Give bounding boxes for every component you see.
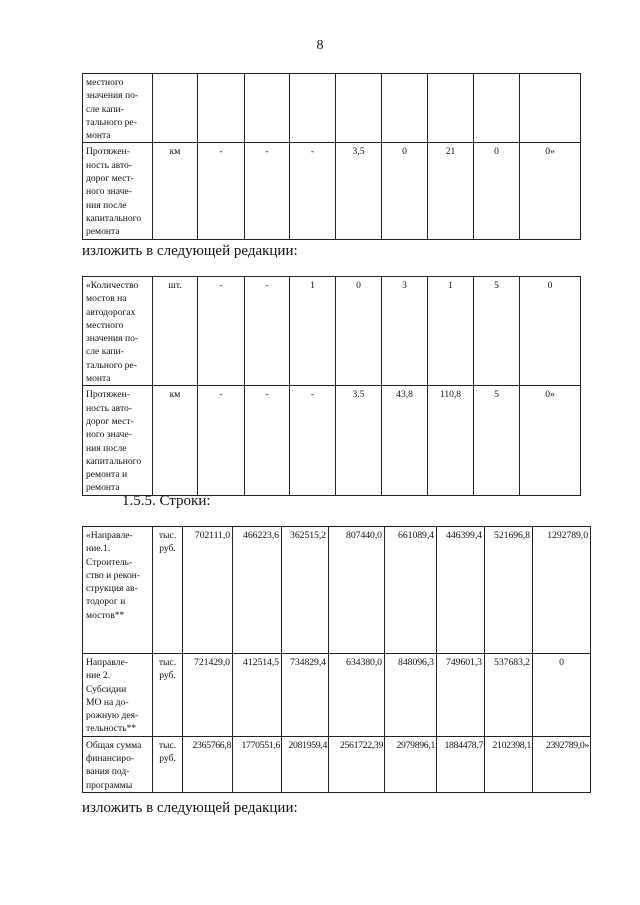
value-cell: 5 (474, 386, 520, 495)
row-label: Общая сумма финансиро- вания под- программы (83, 736, 153, 792)
row-label: Направле- ние 2. Субсидии МО на до- рожную дея- тельность** (83, 654, 153, 737)
value-cell: 43,8 (382, 386, 428, 495)
value-cell: 21 (428, 143, 474, 239)
value-cell: 749601,3 (437, 654, 485, 737)
value-cell (474, 74, 520, 143)
value-cell: - (198, 277, 245, 386)
row-label: «Направле- ние.1. Строитель- ство и рекон- струкция ав- тодорог и мостов** (83, 527, 153, 654)
value-cell: 1884478.7 (437, 736, 485, 792)
unit-cell: км (153, 386, 198, 495)
table-row (83, 736, 591, 792)
value-cell: - (290, 386, 336, 495)
value-cell: 721429,0 (183, 654, 233, 737)
value-cell: 734829,4 (282, 654, 329, 737)
value-cell: 2365766,8 (183, 736, 233, 792)
value-cell: 412514,5 (233, 654, 282, 737)
table-row (83, 386, 581, 495)
section-heading: 1.5.5. Строки: (122, 493, 211, 509)
value-cell: 0 (533, 654, 591, 737)
row-label: Протяжен- ность авто- дорог мест- ного значе- ния после капитального ремонта и ремонта (83, 386, 153, 495)
unit-cell: тыс. руб. (153, 654, 183, 737)
table-2 (82, 276, 581, 496)
value-cell: 2081959,4 (282, 736, 329, 792)
value-cell: 0 (520, 277, 581, 386)
value-cell: 2561722,39 (329, 736, 385, 792)
section-heading: изложить в следующей редакции: (82, 243, 298, 259)
value-cell: 1292789,0 (533, 527, 591, 654)
table-3 (82, 526, 591, 793)
value-cell: 362515,2 (282, 527, 329, 654)
value-cell: 537683,2 (485, 654, 533, 737)
value-cell: 848096,3 (385, 654, 437, 737)
value-cell: 0» (520, 143, 581, 239)
value-cell: 702111,0 (183, 527, 233, 654)
unit-cell: км (153, 143, 198, 239)
table-row (83, 654, 591, 737)
value-cell (428, 74, 474, 143)
value-cell (520, 74, 581, 143)
value-cell: 1 (428, 277, 474, 386)
value-cell: 521696,8 (485, 527, 533, 654)
row-label: местного значения по- сле капи- тального ре- монта (83, 74, 153, 143)
value-cell: 661089,4 (385, 527, 437, 654)
unit-cell: тыс. руб. (153, 736, 183, 792)
value-cell: 3.5 (336, 386, 382, 495)
value-cell: - (198, 143, 245, 239)
value-cell: - (245, 386, 290, 495)
value-cell (336, 74, 382, 143)
value-cell: 446399,4 (437, 527, 485, 654)
row-label: «Количество мостов на автодорогах местного значения по- сле капи- тального ре- монта (83, 277, 153, 386)
value-cell: 3 (382, 277, 428, 386)
value-cell: 0» (520, 386, 581, 495)
unit-cell (153, 74, 198, 143)
page-number: 8 (316, 38, 324, 53)
value-cell: - (245, 143, 290, 239)
table-row (83, 277, 581, 386)
value-cell: 807440,0 (329, 527, 385, 654)
row-label: Протяжен- ность авто- дорог мест- ного значе- ния после капитального ремонта (83, 143, 153, 239)
value-cell: 466223,6 (233, 527, 282, 654)
value-cell: 634380,0 (329, 654, 385, 737)
table-row (83, 74, 581, 143)
value-cell: 2102398,1 (485, 736, 533, 792)
value-cell: - (245, 277, 290, 386)
value-cell: 110,8 (428, 386, 474, 495)
value-cell: - (290, 143, 336, 239)
value-cell (382, 74, 428, 143)
value-cell: - (198, 386, 245, 495)
value-cell: 0 (336, 277, 382, 386)
value-cell (245, 74, 290, 143)
section-heading: изложить в следующей редакции: (82, 800, 298, 816)
table-row (83, 527, 591, 654)
value-cell: 3,5 (336, 143, 382, 239)
value-cell: 0 (474, 143, 520, 239)
value-cell (290, 74, 336, 143)
value-cell: 5 (474, 277, 520, 386)
table-1 (82, 73, 581, 240)
value-cell: 2392789,0» (533, 736, 591, 792)
value-cell (198, 74, 245, 143)
value-cell: 2979896,1 (385, 736, 437, 792)
unit-cell: шт. (153, 277, 198, 386)
value-cell: 0 (382, 143, 428, 239)
unit-cell: тыс. руб. (153, 527, 183, 654)
table-row (83, 143, 581, 239)
value-cell: 1770551,6 (233, 736, 282, 792)
value-cell: 1 (290, 277, 336, 386)
